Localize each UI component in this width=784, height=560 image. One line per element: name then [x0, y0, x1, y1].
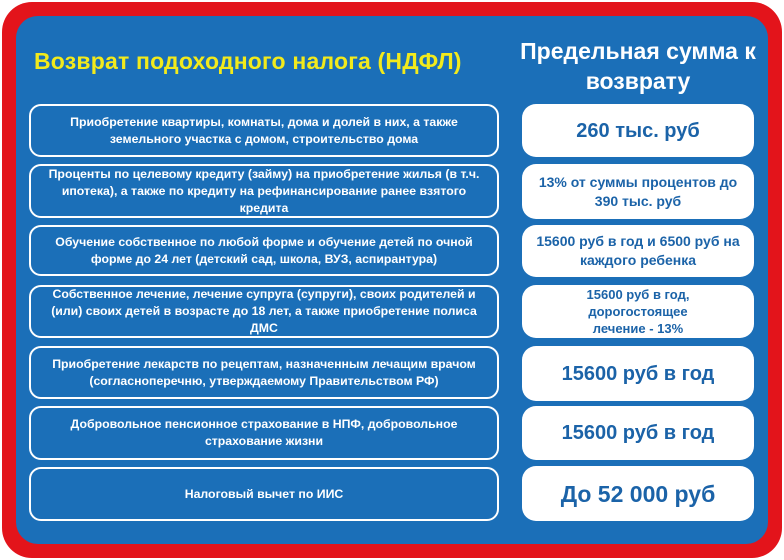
amount-medical-treatment: 15600 руб в год, дорогостоящее лечение - 13% — [522, 285, 754, 338]
deduction-item-medicines: Приобретение лекарств по рецептам, назначенным лечащим врачом (согласноперечню, утверждаемому Правительством РФ) — [29, 346, 499, 399]
deduction-item-medical-treatment: Собственное лечение, лечение супруга (супруги), своих родителей и (или) своих детей в возрасте до 18 лет, а также приобретение полиса ДМС — [29, 285, 499, 338]
amount-mortgage-interest: 13% от суммы процентов до 390 тыс. руб — [522, 164, 754, 219]
amount-insurance: 15600 руб в год — [522, 406, 754, 460]
amount-housing: 260 тыс. руб — [522, 104, 754, 157]
amount-medicines: 15600 руб в год — [522, 346, 754, 401]
deduction-item-education: Обучение собственное по любой форме и обучение детей по очной форме до 24 лет (детский сад, школа, ВУЗ, аспирантура) — [29, 225, 499, 276]
amount-column-title: Предельная сумма к возврату — [520, 38, 756, 94]
deduction-item-mortgage-interest: Проценты по целевому кредиту (займу) на приобретение жилья (в т.ч. ипотека), а также по кредиту на рефинансирование ранее взятого кредита — [29, 164, 499, 218]
page-title: Возврат подоходного налога (НДФЛ) — [34, 48, 462, 74]
deduction-item-iis: Налоговый вычет по ИИС — [29, 467, 499, 521]
amount-iis: До 52 000 руб — [522, 466, 754, 521]
deduction-item-housing: Приобретение квартиры, комнаты, дома и долей в них, а также земельного участка с домом, строительство дома — [29, 104, 499, 157]
deduction-item-insurance: Добровольное пенсионное страхование в НПФ, добровольное страхование жизни — [29, 406, 499, 460]
amount-education: 15600 руб в год и 6500 руб на каждого ребенка — [522, 225, 754, 277]
